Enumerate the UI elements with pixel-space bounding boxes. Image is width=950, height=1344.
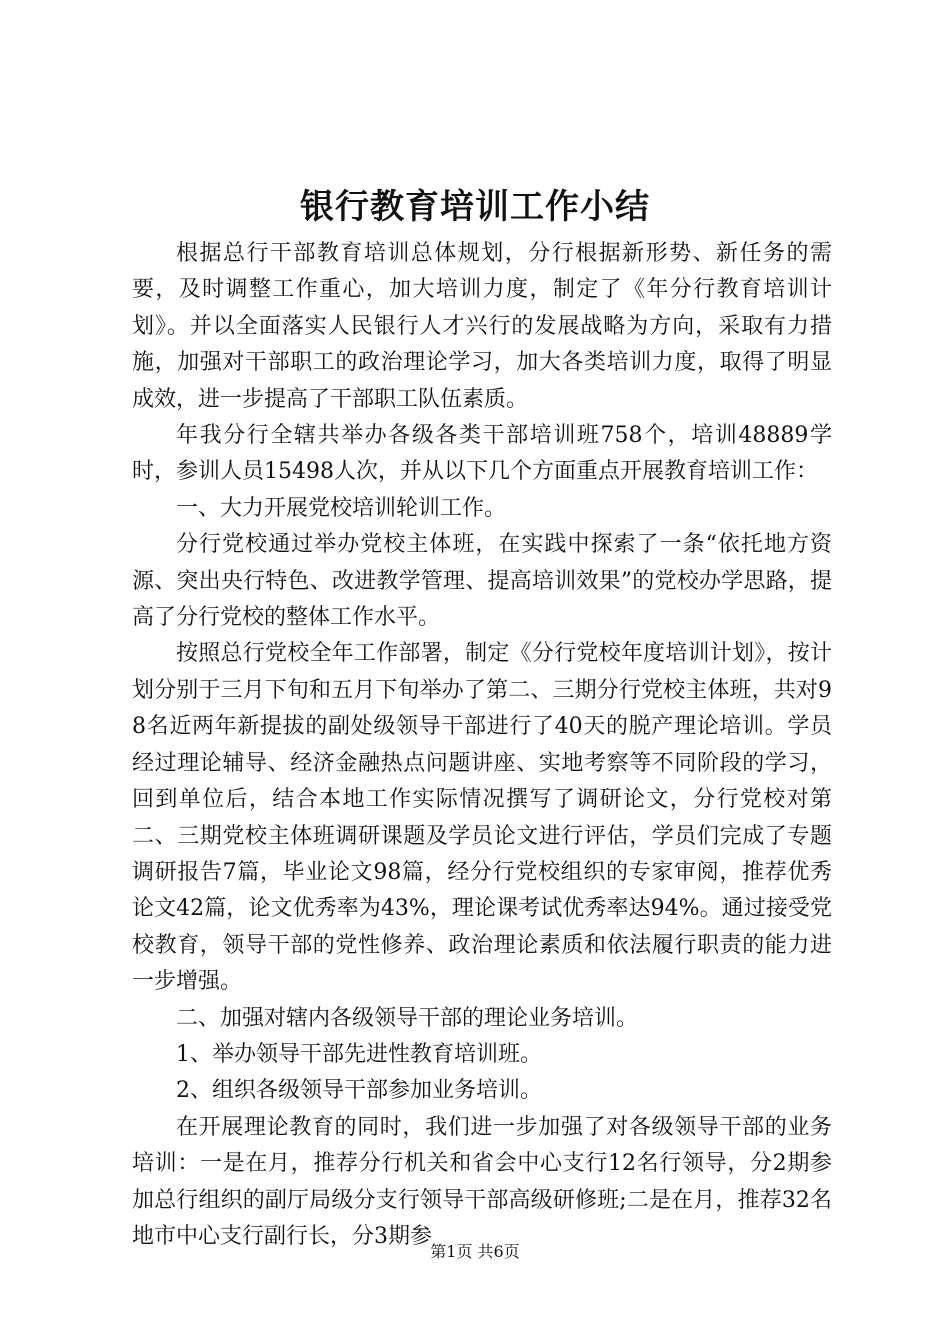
document-body [132,236,832,1255]
section-heading-2: 二、加强对辖内各级领导干部的理论业务培训。 [176,1005,639,1031]
section-heading-1: 一、大力开展党校培训轮训工作。 [176,495,507,521]
paragraph-party-school: 分行党校通过举办党校主体班，在实践中探索了一条“依托地方资源、突出央行特色、改进教学管理、提高培训效果”的党校办学思路，提高了分行党校的整体工作水平。 [132,532,832,631]
page-number-footer: 第1页 共6页 [430,1242,520,1261]
document-title: 银行教育培训工作小结 [300,187,650,227]
paragraph-business-training: 在开展理论教育的同时，我们进一步加强了对各级领导干部的业务培训：一是在月，推荐分行机关和省会中心支行12名行领导，分2期参加总行组织的副厅局级分支行领导干部高级研修班;二是在月，推荐32名地市中心支行副行长，分3期参 [132,1114,832,1249]
subsection-heading-1: 1、举办领导干部先进性教育培训班。 [176,1041,542,1067]
paragraph-summary-stats: 年我分行全辖共举办各级各类干部培训班758个，培训48889学时，参训人员15498人次，并从以下几个方面重点开展教育培训工作： [132,423,832,485]
subsection-heading-2: 2、组织各级领导干部参加业务培训。 [176,1078,542,1104]
paragraph-intro: 根据总行干部教育培训总体规划，分行根据新形势、新任务的需要，及时调整工作重心，加大培训力度，制定了《年分行教育培训计划》。并以全面落实人民银行人才兴行的发展战略为方向，采取有力措施，加强对干部职工的政治理论学习，加大各类培训力度，取得了明显成效，进一步提高了干部职工队伍素质。 [132,241,832,412]
paragraph-training-plan: 按照总行党校全年工作部署，制定《分行党校年度培训计划》，按计划分别于三月下旬和五月下旬举办了第二、三期分行党校主体班，共对98名近两年新提拔的副处级领导干部进行了40天的脱产理论培训。学员经过理论辅导、经济金融热点问题讲座、实地考察等不同阶段的学习，回到单位后，结合本地工作实际情况撰写了调研论文，分行党校对第二、三期党校主体班调研课题及学员论文进行评估，学员们完成了专题调研报告7篇，毕业论文98篇，经分行党校组织的专家审阅，推荐优秀论文42篇，论文优秀率为43%，理论课考试优秀率达94%。通过接受党校教育，领导干部的党性修养、政治理论素质和依法履行职责的能力进一步增强。 [132,641,832,995]
